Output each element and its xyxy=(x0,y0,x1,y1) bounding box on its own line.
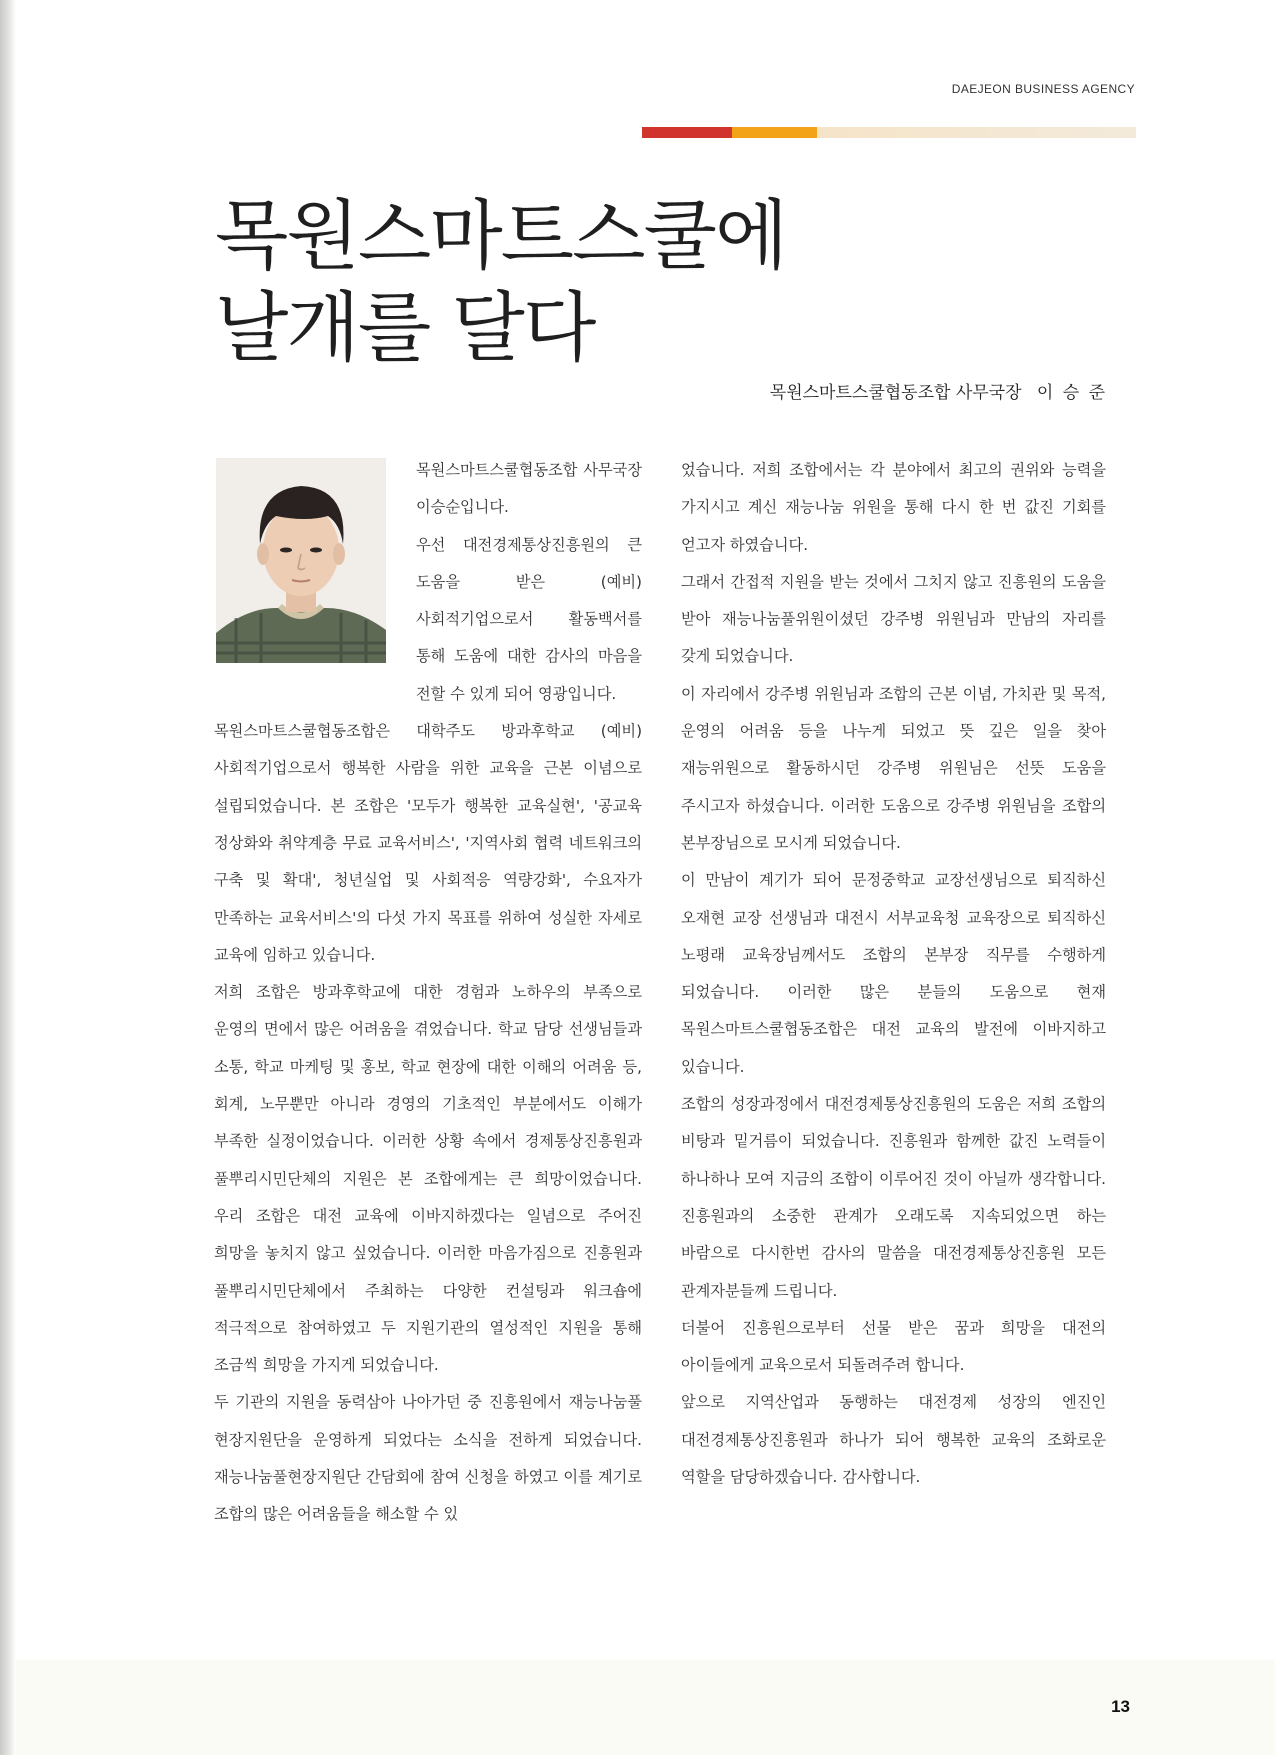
left-paragraph-2: 우선 대전경제통상진흥원의 큰 도움을 받은 (예비)사회적기업으로서 활동백서를 통해 도움에 대한 감사의 마음을 전할 수 있게 되어 영광입니다. xyxy=(416,535,642,703)
left-column xyxy=(214,452,642,1534)
agency-header: DAEJEON BUSINESS AGENCY xyxy=(951,82,1135,96)
left-paragraph-4: 저희 조합은 방과후학교에 대한 경험과 노하우의 부족으로 운영의 면에서 많은 어려움을 겪었습니다. 학교 담당 선생님들과 소통, 학교 마케팅 및 홍보, 학교 현장에 대한 이해의 어려움 등, 회계, 노무뿐만 아니라 경영의 기초적인 부분에서도 이해가 부족한 실정이었습니다. 이러한 상황 속에서 경제통상진흥원과 풀뿌리시민단체의 지원은 본 조합에게는 큰 희망이었습니다. 우리 조합은 대전 교육에 이바지하겠다는 일념으로 주어진 희망을 놓치지 않고 싶었습니다. 이러한 마음가짐으로 진흥원과 풀뿌리시민단체에서 주최하는 다양한 컨설팅과 워크숍에 적극적으로 참여하였고 두 지원기관의 열성적인 지원을 통해 조금씩 희망을 가지게 되었습니다. xyxy=(214,983,642,1375)
byline-name: 이 승 준 xyxy=(1036,383,1107,403)
color-bar-cream-segment xyxy=(817,127,1136,138)
article-title-line-2: 날개를 달다 xyxy=(215,283,595,372)
right-paragraph-1: 었습니다. 저희 조합에서는 각 분야에서 최고의 권위와 능력을 가지시고 계신 재능나눔 위원을 통해 다시 한 번 값진 기회를 얻고자 하였습니다. xyxy=(681,461,1106,554)
right-column xyxy=(681,452,1106,1496)
article-title-line-1: 목원스마트스쿨에 xyxy=(215,191,787,280)
left-paragraph-3: 목원스마트스쿨협동조합은 대학주도 방과후학교 (예비)사회적기업으로서 행복한 사람을 위한 교육을 근본 이념으로 설립되었습니다. 본 조합은 '모두가 행복한 교육실현', '공교육 정상화와 취약계층 무료 교육서비스', '지역사회 협력 네트워크의 구축 및 확대', 청년실업 및 사회적응 역량강화', 수요자가 만족하는 교육서비스'의 다섯 가지 목표를 위하여 성실한 자세로 교육에 임하고 있습니다. xyxy=(214,722,642,964)
right-paragraph-7: 앞으로 지역산업과 동행하는 대전경제 성장의 엔진인 대전경제통상진흥원과 하나가 되어 행복한 교육의 조화로운 역할을 담당하겠습니다. 감사합니다. xyxy=(681,1393,1106,1487)
header-color-bar xyxy=(642,127,1136,138)
right-paragraph-2: 그래서 간접적 지원을 받는 것에서 그치지 않고 진흥원의 도움을 받아 재능나눔풀위원이셨던 강주병 위원님과 만남의 자리를 갖게 되었습니다. xyxy=(681,572,1106,666)
right-paragraph-3: 이 자리에서 강주병 위원님과 조합의 근본 이념, 가치관 및 목적, 운영의 어려움 등을 나누게 되었고 뜻 깊은 일을 찾아 재능위원으로 활동하시던 강주병 위원님은 선뜻 도움을 주시고자 하셨습니다. 이러한 도움으로 강주병 위원님을 조합의 본부장님으로 모시게 되었습니다. xyxy=(681,684,1106,852)
page-bottom-tint xyxy=(16,1660,1275,1755)
article-title xyxy=(215,190,915,374)
byline-role: 목원스마트스쿨협동조합 사무국장 xyxy=(769,383,1022,403)
right-paragraph-5: 조합의 성장과정에서 대전경제통상진흥원의 도움은 저희 조합의 비탕과 밑거름이 되었습니다. 진흥원과 함께한 값진 노력들이 하나하나 모여 지금의 조합이 이루어진 것이 아닐까 생각합니다. 진흥원과의 소중한 관계가 오래도록 지속되었으면 하는 바람으로 다시한번 감사의 말씀을 대전경제통상진흥원 모든 관계자분들께 드립니다. xyxy=(681,1095,1106,1300)
page-binding-shadow xyxy=(0,0,16,1755)
left-paragraph-1: 목원스마트스쿨협동조합 사무국장 이승순입니다. xyxy=(416,461,642,517)
color-bar-orange-segment xyxy=(732,127,817,138)
right-paragraph-6: 더불어 진흥원으로부터 선물 받은 꿈과 희망을 대전의 아이들에게 교육으로서 되돌려주려 합니다. xyxy=(681,1318,1106,1375)
right-paragraph-4: 이 만남이 계기가 되어 문정중학교 교장선생님으로 퇴직하신 오재현 교장 선생님과 대전시 서부교육청 교육장으로 퇴직하신 노평래 교육장님께서도 조합의 본부장 직무를 수행하게 되었습니다. 이러한 많은 분들의 도움으로 현재 목원스마트스쿨협동조합은 대전 교육의 발전에 이바지하고 있습니다. xyxy=(681,871,1106,1076)
color-bar-red-segment xyxy=(642,127,732,138)
article-byline xyxy=(770,378,1107,403)
left-paragraph-5: 두 기관의 지원을 동력삼아 나아가던 중 진흥원에서 재능나눔풀 현장지원단을 운영하게 되었다는 소식을 전하게 되었습니다. 재능나눔풀현장지원단 간담회에 참여 신청을 하였고 이를 계기로 조합의 많은 어려움들을 해소할 수 있 xyxy=(214,1393,642,1524)
page-number: 13 xyxy=(1111,1697,1130,1716)
